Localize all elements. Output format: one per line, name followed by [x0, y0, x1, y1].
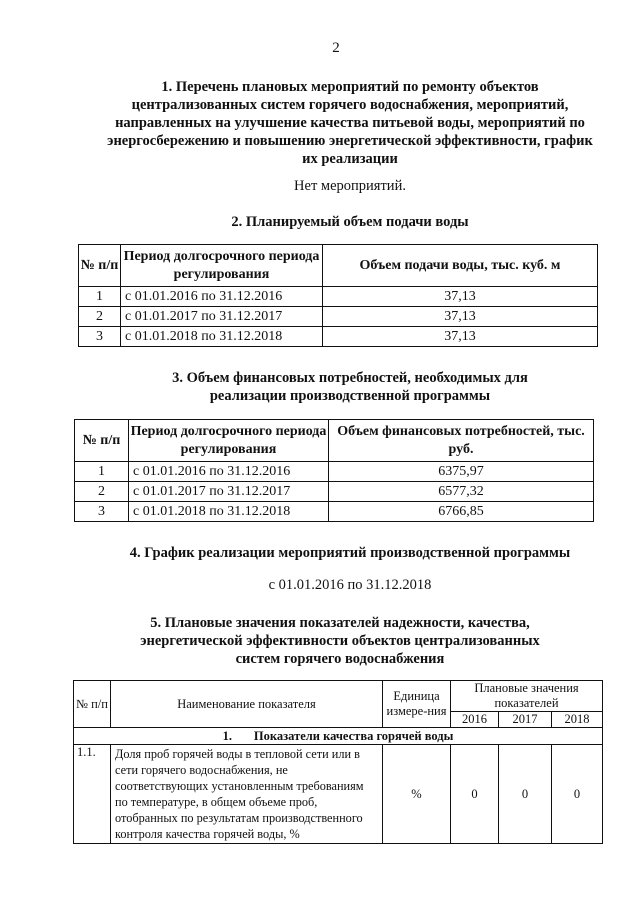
col-header-period: Период долгосрочного периода регулирования [129, 420, 329, 462]
col-header-period: Период долгосрочного периода регулирования [121, 245, 323, 287]
row-num: 1.1. [74, 745, 111, 844]
row-unit: % [383, 745, 451, 844]
col-header-volume: Объем подачи воды, тыс. куб. м [323, 245, 598, 287]
table-header-row [75, 420, 594, 462]
table-row [79, 307, 598, 327]
col-header-name: Наименование показателя [111, 681, 383, 728]
col-header-num: № п/п [74, 681, 111, 728]
row-num: 2 [75, 482, 129, 502]
row-value-2017: 0 [499, 745, 552, 844]
row-value-2016: 0 [451, 745, 499, 844]
col-header-num: № п/п [79, 245, 121, 287]
col-header-num: № п/п [75, 420, 129, 462]
section1-title-line: направленных на улучшение качества питьевой воды, мероприятий по [115, 115, 585, 131]
section5-title-line: энергетической эффективности объектов централизованных [140, 633, 540, 649]
row-period: с 01.01.2016 по 31.12.2016 [121, 287, 323, 307]
col-header-year: 2017 [499, 712, 552, 728]
section1-title-line: их реализации [302, 151, 398, 167]
row-name: Доля проб горячей воды в тепловой сети или в сети горячего водоснабжения, не соответствующих установленным требованиям по температуре, в общем объеме проб, отобранных по результатам производственного контроля качества горячей воды, % [111, 745, 383, 844]
section5-title [60, 614, 620, 668]
row-num: 2 [79, 307, 121, 327]
group-header [74, 728, 603, 745]
section3-title [70, 369, 630, 405]
col-header-year: 2018 [552, 712, 603, 728]
page-number: 2 [332, 40, 340, 56]
row-num: 1 [75, 462, 129, 482]
section4-period: с 01.01.2016 по 31.12.2018 [268, 577, 432, 593]
section5-title-line: систем горячего водоснабжения [235, 651, 445, 667]
row-num: 3 [79, 327, 121, 347]
row-period: с 01.01.2018 по 31.12.2018 [121, 327, 323, 347]
group-row [74, 728, 603, 745]
col-header-year: 2016 [451, 712, 499, 728]
section1-title-line: 1. Перечень плановых мероприятий по ремонту объектов [161, 79, 539, 95]
row-value: 6766,85 [329, 502, 594, 522]
section4-title: 4. График реализации мероприятий производственной программы [129, 545, 571, 561]
section3-title-line: 3. Объем финансовых потребностей, необходимых для [172, 370, 528, 386]
section1-title-line: энергосбережению и повышению энергетической эффективности, график [107, 133, 593, 149]
water-supply-table [78, 244, 598, 347]
table-header-row [79, 245, 598, 287]
section1-title-line: централизованных систем горячего водоснабжения, мероприятий, [131, 97, 569, 113]
row-period: с 01.01.2017 по 31.12.2017 [121, 307, 323, 327]
row-value: 37,13 [323, 327, 598, 347]
row-period: с 01.01.2016 по 31.12.2016 [129, 462, 329, 482]
section1-text: Нет мероприятий. [294, 178, 406, 194]
financial-needs-table [74, 419, 594, 522]
table-row [75, 462, 594, 482]
row-period: с 01.01.2018 по 31.12.2018 [129, 502, 329, 522]
table-row [74, 745, 603, 844]
row-period: с 01.01.2017 по 31.12.2017 [129, 482, 329, 502]
section3-title-line: реализации производственной программы [209, 388, 491, 404]
row-num: 3 [75, 502, 129, 522]
row-num: 1 [79, 287, 121, 307]
section5-title-line: 5. Плановые значения показателей надежности, качества, [150, 615, 530, 631]
table-row [75, 502, 594, 522]
section1-title [70, 78, 630, 168]
section2-title: 2. Планируемый объем подачи воды [231, 214, 469, 230]
table-header-row [74, 681, 603, 712]
col-header-finance: Объем финансовых потребностей, тыс. руб. [329, 420, 594, 462]
table-row [79, 327, 598, 347]
row-value: 37,13 [323, 307, 598, 327]
row-value-2018: 0 [552, 745, 603, 844]
group-title: Показатели качества горячей воды [253, 728, 454, 743]
col-header-planned: Плановые значения показателей [451, 681, 603, 712]
row-value: 6577,32 [329, 482, 594, 502]
table-row [79, 287, 598, 307]
table-row [75, 482, 594, 502]
row-value: 37,13 [323, 287, 598, 307]
indicators-table [73, 680, 603, 844]
row-value: 6375,97 [329, 462, 594, 482]
col-header-unit: Единица измере-ния [383, 681, 451, 728]
group-number: 1. [222, 728, 233, 743]
